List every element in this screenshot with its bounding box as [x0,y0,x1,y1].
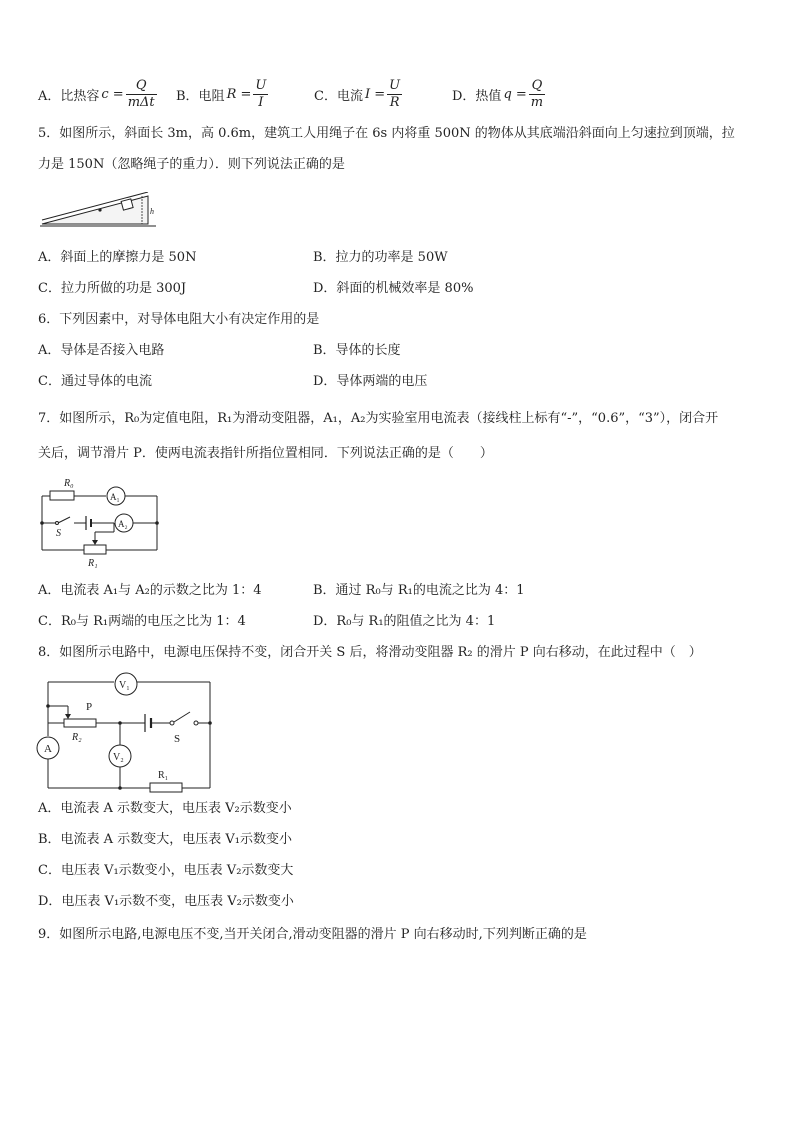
formula-fraction: $\frac{U}{I}$ [255,78,267,110]
q5-option-d: D．斜面的机械效率是 80% [313,281,474,296]
formula-fraction: $\frac{Q}{m}$ [530,78,544,110]
q8-stem: 8．如图所示电路中，电源电压保持不变，闭合开关 S 后，将滑动变阻器 R₂ 的滑片 P 向右移动，在此过程中（ ） [38,645,702,660]
q7-option-b: B．通过 R₀与 R₁的电流之比为 4：1 [313,583,525,598]
q5-stem-line2: 力是 150N（忽略绳子的重力）．则下列说法正确的是 [38,157,345,172]
label-r0: R₀ [64,478,74,489]
q6-option-b: B．导体的长度 [313,343,401,358]
label-s: S [174,733,181,745]
label-a: A [44,743,52,755]
q5-option-c: C．拉力所做的功是 300J [38,281,187,296]
label-v1: V₁ [119,680,130,691]
q6-option-d: D．导体两端的电压 [313,374,428,389]
formula-fraction: $\frac{Q}{\text{mΔt}}$ [127,78,155,110]
q8-option-c: C．电压表 V₁示数变小，电压表 V₂示数变大 [38,863,294,878]
label-a2: A₂ [118,519,128,529]
q7-option-c: C．R₀与 R₁两端的电压之比为 1：4 [38,614,246,629]
q7-stem-line2: 关后，调节滑片 P．使两电流表指针所指位置相同．下列说法正确的是（ ） [38,446,493,461]
q4-option-d: D．热值 q = $\frac{Q}{m}$ [452,78,544,110]
q8-option-b: B．电流表 A 示数变大，电压表 V₁示数变小 [38,832,292,847]
label-r1: R₁ [88,558,98,569]
label-s: S [56,528,61,539]
incline-figure [38,192,162,232]
formula-fraction: $\frac{U}{R}$ [389,78,401,110]
q9-stem: 9．如图所示电路,电源电压不变,当开关闭合,滑动变阻器的滑片 P 向右移动时,下列判断正确的是 [38,927,587,942]
label-r1: R₁ [158,770,169,781]
q5-option-a: A．斜面上的摩擦力是 50N [38,250,197,265]
circuit-figure-q7 [38,474,168,570]
q4-option-c: C．电流 I = $\frac{U}{R}$ [314,78,401,110]
q7-stem-line1: 7．如图所示，R₀为定值电阻，R₁为滑动变阻器，A₁，A₂为实验室用电流表（接线柱上标有“-”，“0.6”，“3”），闭合开 [38,411,719,426]
q6-option-c: C．通过导体的电流 [38,374,152,389]
label-v2: V₂ [113,752,124,763]
label-r2: R₂ [72,732,82,743]
q6-option-a: A．导体是否接入电路 [38,343,165,358]
svg-text:h: h [150,207,154,216]
q5-option-b: B．拉力的功率是 50W [313,250,448,265]
q8-option-d: D．电压表 V₁示数不变，电压表 V₂示数变小 [38,894,294,909]
q4-option-b: B．电阻 R = $\frac{U}{I}$ [176,78,267,110]
q7-option-a: A．电流表 A₁与 A₂的示数之比为 1：4 [38,583,262,598]
circuit-figure-q8 [30,670,220,794]
label-a1: A₁ [110,492,120,502]
label-p: P [86,701,93,713]
q7-option-d: D．R₀与 R₁的阻值之比为 4：1 [313,614,496,629]
q5-stem-line1: 5．如图所示，斜面长 3m，高 0.6m，建筑工人用绳子在 6s 内将重 500N 的物体从其底端沿斜面向上匀速拉到顶端，拉 [38,126,735,141]
q4-option-a: A．比热容 c = $\frac{Q}{\text{mΔt}}$ [38,78,155,110]
q6-stem: 6．下列因素中，对导体电阻大小有决定作用的是 [38,312,320,327]
q8-option-a: A．电流表 A 示数变大，电压表 V₂示数变小 [38,801,292,816]
